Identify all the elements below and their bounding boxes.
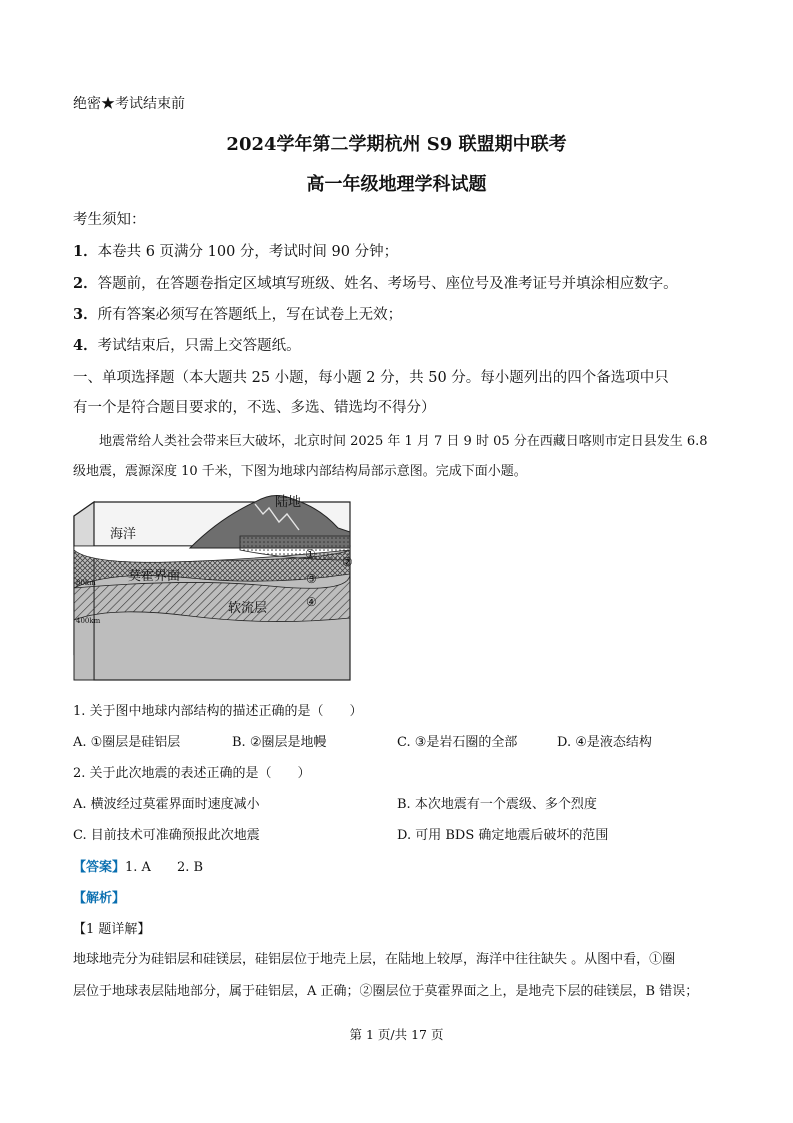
passage-line1: 地震常给人类社会带来巨大破坏，北京时间 2025 年 1 月 7 日 9 时 05 分在西藏日喀则市定日县发生 6.8 — [99, 434, 708, 449]
notice-item-text: 所有答案必须写在答题纸上，写在试卷上无效； — [97, 307, 403, 323]
marker-1: ① — [305, 547, 316, 561]
notice-item-number: 1． — [73, 243, 98, 260]
section-heading-line2: 有一个是符合题目要求的，不选、多选、错选均不得分） — [73, 400, 436, 416]
analysis-line1: 地球地壳分为硅铝层和硅镁层，硅铝层位于地壳上层，在陆地上较厚，海洋中往往缺失 。从图中看，①圈 — [73, 952, 676, 967]
q2-option-b: B. 本次地震有一个震级、多个烈度 — [397, 797, 597, 812]
q1-stem: 1. 关于图中地球内部结构的描述正确的是（ ） — [73, 704, 363, 719]
q1-option-c: C. ③是岩石圈的全部 — [397, 735, 518, 750]
confidential-label: 绝密★考试结束前 — [73, 96, 185, 112]
label-land: 陆地 — [275, 495, 302, 510]
label-moho: 莫霍界面 — [128, 569, 181, 584]
answer-line — [73, 856, 203, 875]
analysis-subtag: 【1 题详解】 — [73, 922, 151, 937]
label-depth-80km: 80km — [76, 579, 96, 587]
analysis-line2: 层位于地球表层陆地部分，属于硅铝层，A 正确；②圈层位于莫霍界面之上，是地壳下层的硅镁层，B 错误； — [73, 984, 699, 999]
q2-stem: 2. 关于此次地震的表述正确的是（ ） — [73, 766, 311, 781]
label-depth-400km: 400km — [76, 617, 101, 625]
notice-item-text: 本卷共 6 页满分 100 分，考试时间 90 分钟； — [97, 244, 399, 260]
notice-item-3 — [73, 303, 402, 324]
label-ocean: 海洋 — [110, 527, 137, 542]
marker-3: ③ — [306, 572, 317, 586]
notice-item-number: 2． — [73, 275, 98, 292]
marker-4: ④ — [306, 595, 317, 609]
exam-title: 2024学年第二学期杭州 S9 联盟期中联考 — [226, 134, 567, 155]
q2-option-d: D. 可用 BDS 确定地震后破坏的范围 — [397, 828, 609, 843]
label-asthenosphere: 软流层 — [228, 601, 268, 616]
notice-item-number: 4． — [73, 337, 98, 354]
answer-tag: 【答案】 — [73, 860, 126, 875]
q1-option-a: A. ①圈层是硅铝层 — [73, 735, 181, 750]
q2-option-a: A. 横波经过莫霍界面时速度减小 — [73, 797, 260, 812]
passage-line2: 级地震，震源深度 10 千米，下图为地球内部结构局部示意图。完成下面小题。 — [73, 464, 527, 479]
marker-2: ② — [342, 555, 353, 569]
q2-option-c: C. 目前技术可准确预报此次地震 — [73, 828, 260, 843]
answer-text: 1. A 2. B — [125, 860, 204, 875]
notice-item-number: 3． — [73, 306, 98, 323]
q1-option-d: D. ④是液态结构 — [557, 735, 652, 750]
page-footer: 第 1 页/共 17 页 — [349, 1027, 444, 1042]
exam-subtitle: 高一年级地理学科试题 — [306, 174, 487, 195]
notice-item-text: 答题前，在答题卷指定区域填写班级、姓名、考场号、座位号及准考证号并填涂相应数字。 — [97, 276, 678, 292]
section-heading-line1: 一、单项选择题（本大题共 25 小题，每小题 2 分，共 50 分。每小题列出的四个备选项中只 — [73, 370, 669, 386]
notice-item-2 — [73, 272, 678, 293]
notice-item-1 — [73, 240, 398, 261]
analysis-label: 【解析】 — [73, 891, 126, 906]
q1-option-b: B. ②圈层是地幔 — [232, 735, 327, 750]
notice-heading: 考生须知： — [73, 212, 146, 228]
notice-item-text: 考试结束后，只需上交答题纸。 — [97, 338, 301, 354]
earth-structure-diagram — [70, 488, 370, 686]
notice-item-4 — [73, 334, 301, 355]
analysis-tag — [73, 887, 125, 906]
